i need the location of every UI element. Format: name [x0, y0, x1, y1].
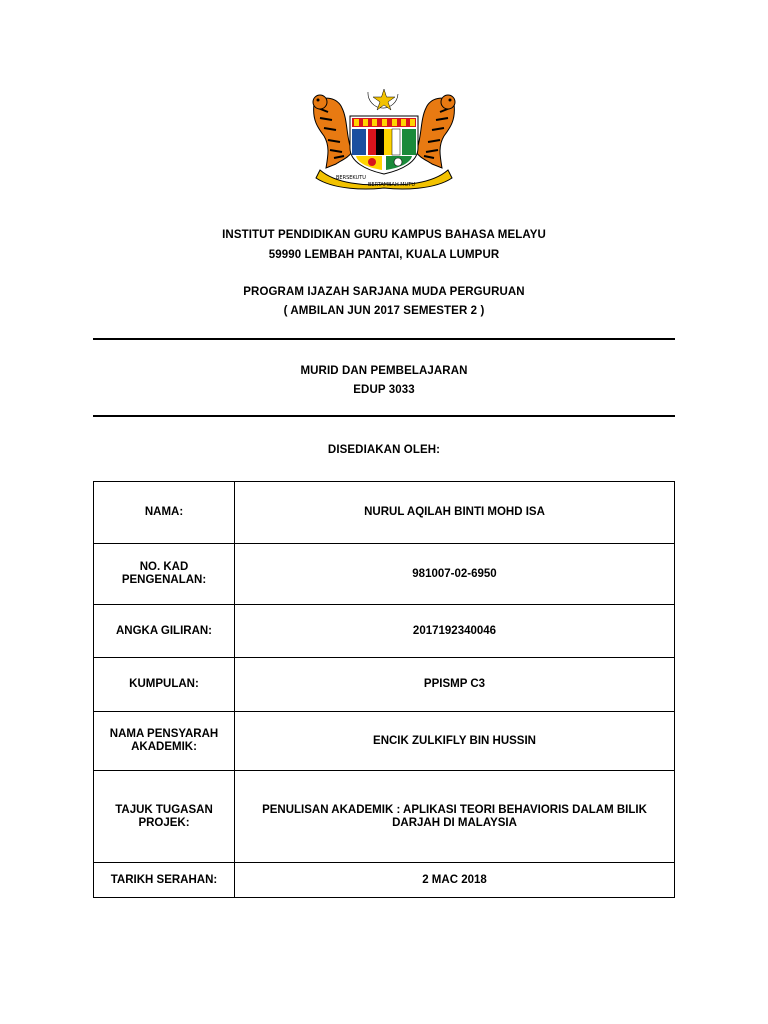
table-row — [94, 482, 675, 544]
table-row — [94, 863, 675, 898]
row-value: ENCIK ZULKIFLY BIN HUSSIN — [235, 712, 675, 771]
table-row — [94, 712, 675, 771]
crescent-star-icon — [368, 89, 398, 110]
table-row — [94, 771, 675, 863]
shield-icon — [350, 116, 418, 174]
table-row — [94, 605, 675, 658]
row-label: NO. KAD PENGENALAN: — [94, 544, 235, 605]
prepared-by-heading: DISEDIAKAN OLEH: — [327, 444, 441, 456]
left-tiger-icon — [313, 95, 352, 168]
table-row — [94, 658, 675, 712]
divider-bottom — [93, 415, 675, 417]
right-tiger-icon — [416, 95, 455, 168]
student-info-table — [93, 481, 675, 898]
institute-name: INSTITUT PENDIDIKAN GURU KAMPUS BAHASA MELAYU — [222, 229, 546, 241]
course-code: EDUP 3033 — [353, 384, 415, 396]
table-row — [94, 544, 675, 605]
row-value: PENULISAN AKADEMIK : APLIKASI TEORI BEHAVIORIS DALAM BILIK DARJAH DI MALAYSIA — [235, 771, 675, 863]
row-label: NAMA: — [94, 482, 235, 544]
motto-left-text: BERSEKUTU — [336, 175, 366, 181]
row-label: TAJUK TUGASAN PROJEK: — [94, 771, 235, 863]
row-label: TARIKH SERAHAN: — [94, 863, 235, 898]
row-label: KUMPULAN: — [94, 658, 235, 712]
divider-top — [93, 338, 675, 340]
course-name: MURID DAN PEMBELAJARAN — [300, 365, 468, 377]
motto-center-text: BERTAMBAH MUTU — [368, 182, 415, 188]
institute-address: 59990 LEMBAH PANTAI, KUALA LUMPUR — [268, 249, 500, 261]
row-value: 981007-02-6950 — [235, 544, 675, 605]
row-value: PPISMP C3 — [235, 658, 675, 712]
row-value: NURUL AQILAH BINTI MOHD ISA — [235, 482, 675, 544]
program-name: PROGRAM IJAZAH SARJANA MUDA PERGURUAN — [243, 286, 525, 298]
row-label: NAMA PENSYARAH AKADEMIK: — [94, 712, 235, 771]
row-value: 2017192340046 — [235, 605, 675, 658]
row-label: ANGKA GILIRAN: — [94, 605, 235, 658]
row-value: 2 MAC 2018 — [235, 863, 675, 898]
program-intake: ( AMBILAN JUN 2017 SEMESTER 2 ) — [283, 305, 485, 317]
coat-of-arms-logo — [306, 86, 462, 190]
